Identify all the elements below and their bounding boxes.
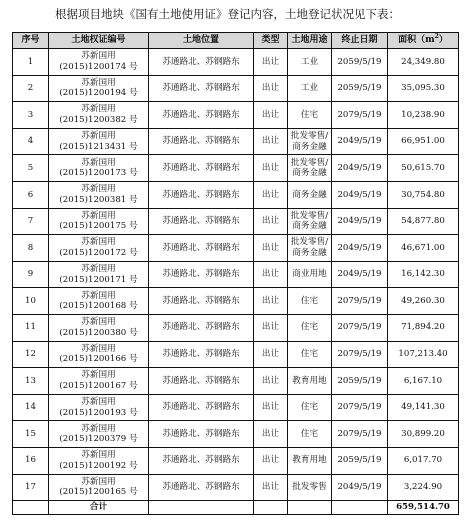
cell-cert [49, 155, 149, 182]
cell-cert [49, 288, 149, 315]
intro-paragraph: 根据项目地块《国有土地使用证》登记内容，土地登记状况见下表： [55, 7, 400, 21]
cell-cert [49, 314, 149, 341]
header-area-close: ） [438, 35, 448, 46]
cell-end-date: 2059/5/19 [332, 49, 388, 76]
cell-area: 30,899.20 [388, 421, 459, 448]
cell-type: 出让 [254, 235, 288, 262]
cell-use: 住宅 [288, 341, 332, 368]
header-type: 类型 [254, 33, 288, 49]
total-empty-cell [149, 501, 254, 515]
cell-location: 苏通路北、苏钢路东 [149, 102, 254, 129]
cell-area: 66,951.00 [388, 128, 459, 155]
cert-prefix: 苏新国用 [81, 237, 116, 248]
cell-location: 苏通路北、苏钢路东 [149, 208, 254, 235]
cell-location: 苏通路北、苏钢路东 [149, 447, 254, 474]
table-header-row [13, 33, 459, 49]
cell-location: 苏通路北、苏钢路东 [149, 155, 254, 182]
cell-type: 出让 [254, 447, 288, 474]
cell-cert [49, 75, 149, 102]
cell-area: 49,260.30 [388, 288, 459, 315]
cell-cert [49, 394, 149, 421]
table-row [13, 314, 459, 341]
table-row [13, 447, 459, 474]
header-area [388, 33, 459, 49]
cell-location: 苏通路北、苏钢路东 [149, 75, 254, 102]
header-seq: 序号 [13, 33, 49, 49]
table-row [13, 261, 459, 288]
cell-type: 出让 [254, 155, 288, 182]
cell-location: 苏通路北、苏钢路东 [149, 261, 254, 288]
cell-use: 批发零售 [288, 474, 332, 501]
table-row [13, 341, 459, 368]
cell-cert [49, 128, 149, 155]
cert-number: (2015)1200166 号 [59, 354, 138, 365]
total-row [13, 501, 459, 515]
cell-cert [49, 235, 149, 262]
cell-type: 出让 [254, 341, 288, 368]
cell-location: 苏通路北、苏钢路东 [149, 314, 254, 341]
cert-prefix: 苏新国用 [81, 343, 116, 354]
cert-prefix: 苏新国用 [81, 317, 116, 328]
cell-end-date: 2059/5/19 [332, 447, 388, 474]
cell-end-date: 2079/5/19 [332, 421, 388, 448]
cell-end-date: 2059/5/19 [332, 75, 388, 102]
total-label: 合计 [49, 501, 149, 515]
cell-area: 3,224.90 [388, 474, 459, 501]
cell-location: 苏通路北、苏钢路东 [149, 235, 254, 262]
cell-end-date: 2049/5/19 [332, 474, 388, 501]
cell-seq: 1 [13, 49, 49, 76]
cell-area: 107,213.40 [388, 341, 459, 368]
cell-use: 批发零售/商务金融 [288, 155, 332, 182]
total-empty-cell [288, 501, 332, 515]
cell-seq: 9 [13, 261, 49, 288]
cert-number: (2015)1200193 号 [59, 407, 138, 418]
cert-prefix: 苏新国用 [81, 423, 116, 434]
cell-end-date: 2049/5/19 [332, 128, 388, 155]
cell-area: 54,877.80 [388, 208, 459, 235]
table-row [13, 49, 459, 76]
cell-use: 教育用地 [288, 447, 332, 474]
cell-use: 工业 [288, 49, 332, 76]
cell-cert [49, 102, 149, 129]
cert-number: (2015)1200172 号 [59, 247, 138, 258]
cert-number: (2015)1200168 号 [59, 301, 138, 312]
cell-location: 苏通路北、苏钢路东 [149, 288, 254, 315]
cell-use: 批发零售/商务金融 [288, 128, 332, 155]
cell-type: 出让 [254, 261, 288, 288]
cell-location: 苏通路北、苏钢路东 [149, 368, 254, 395]
cell-seq: 12 [13, 341, 49, 368]
cell-type: 出让 [254, 181, 288, 208]
cert-prefix: 苏新国用 [81, 370, 116, 381]
cell-type: 出让 [254, 75, 288, 102]
cert-prefix: 苏新国用 [81, 476, 116, 487]
cell-area: 35,095.30 [388, 75, 459, 102]
cell-type: 出让 [254, 288, 288, 315]
total-empty-cell [13, 501, 49, 515]
cell-end-date: 2049/5/19 [332, 208, 388, 235]
cell-area: 30,754.80 [388, 181, 459, 208]
cell-cert [49, 49, 149, 76]
cell-seq: 7 [13, 208, 49, 235]
cert-number: (2015)1200382 号 [59, 114, 138, 125]
cell-end-date: 2049/5/19 [332, 155, 388, 182]
cell-seq: 16 [13, 447, 49, 474]
cell-area: 71,894.20 [388, 314, 459, 341]
cell-area: 49,141.30 [388, 394, 459, 421]
header-area-sup: 2 [434, 33, 439, 41]
cert-prefix: 苏新国用 [81, 51, 116, 62]
cert-prefix: 苏新国用 [81, 184, 116, 195]
cell-type: 出让 [254, 208, 288, 235]
cell-use: 商务金融 [288, 181, 332, 208]
table-row [13, 368, 459, 395]
header-location: 土地位置 [149, 33, 254, 49]
cell-seq: 14 [13, 394, 49, 421]
cell-location: 苏通路北、苏钢路东 [149, 181, 254, 208]
cell-area: 6,167.10 [388, 368, 459, 395]
cert-prefix: 苏新国用 [81, 77, 116, 88]
header-area-label: 面积（m [398, 35, 435, 46]
cell-type: 出让 [254, 368, 288, 395]
table-row [13, 128, 459, 155]
cell-cert [49, 181, 149, 208]
table-row [13, 421, 459, 448]
cell-cert [49, 261, 149, 288]
cell-area: 16,142.30 [388, 261, 459, 288]
cell-type: 出让 [254, 314, 288, 341]
header-use: 土地用途 [288, 33, 332, 49]
cell-type: 出让 [254, 421, 288, 448]
cell-end-date: 2049/5/19 [332, 235, 388, 262]
cell-end-date: 2059/5/19 [332, 368, 388, 395]
cell-seq: 6 [13, 181, 49, 208]
cert-prefix: 苏新国用 [81, 210, 116, 221]
cell-use: 住宅 [288, 102, 332, 129]
cell-seq: 11 [13, 314, 49, 341]
cell-type: 出让 [254, 102, 288, 129]
cell-cert [49, 421, 149, 448]
cell-use: 住宅 [288, 394, 332, 421]
cert-number: (2015)1213431 号 [59, 141, 138, 152]
cell-use: 工业 [288, 75, 332, 102]
cert-number: (2015)1200174 号 [59, 61, 138, 72]
header-end-date: 终止日期 [332, 33, 388, 49]
cell-use: 批发零售/商务金融 [288, 235, 332, 262]
cell-end-date: 2079/5/19 [332, 288, 388, 315]
cell-end-date: 2079/5/19 [332, 394, 388, 421]
cell-seq: 2 [13, 75, 49, 102]
cell-end-date: 2049/5/19 [332, 261, 388, 288]
table-row [13, 155, 459, 182]
cell-location: 苏通路北、苏钢路东 [149, 341, 254, 368]
table-row [13, 208, 459, 235]
cert-prefix: 苏新国用 [81, 264, 116, 275]
cell-seq: 8 [13, 235, 49, 262]
cell-end-date: 2049/5/19 [332, 181, 388, 208]
table-row [13, 75, 459, 102]
cert-number: (2015)1200175 号 [59, 221, 138, 232]
cell-area: 46,671.00 [388, 235, 459, 262]
cell-use: 住宅 [288, 314, 332, 341]
table-row [13, 394, 459, 421]
cell-cert [49, 368, 149, 395]
cell-end-date: 2079/5/19 [332, 102, 388, 129]
cell-area: 50,615.70 [388, 155, 459, 182]
table-row [13, 181, 459, 208]
cell-location: 苏通路北、苏钢路东 [149, 49, 254, 76]
table-row [13, 235, 459, 262]
cert-prefix: 苏新国用 [81, 131, 116, 142]
cell-type: 出让 [254, 394, 288, 421]
cell-cert [49, 341, 149, 368]
cell-location: 苏通路北、苏钢路东 [149, 474, 254, 501]
cert-number: (2015)1200379 号 [59, 434, 138, 445]
cell-seq: 17 [13, 474, 49, 501]
cell-type: 出让 [254, 128, 288, 155]
cell-type: 出让 [254, 49, 288, 76]
table-row [13, 474, 459, 501]
cell-end-date: 2079/5/19 [332, 314, 388, 341]
cell-end-date: 2079/5/19 [332, 341, 388, 368]
cert-prefix: 苏新国用 [81, 104, 116, 115]
cert-number: (2015)1200173 号 [59, 168, 138, 179]
cell-area: 6,017.70 [388, 447, 459, 474]
cell-cert [49, 447, 149, 474]
cell-area: 10,238.90 [388, 102, 459, 129]
cert-number: (2015)1200171 号 [59, 274, 138, 285]
cell-location: 苏通路北、苏钢路东 [149, 128, 254, 155]
cell-location: 苏通路北、苏钢路东 [149, 421, 254, 448]
land-registration-table [12, 32, 459, 515]
cert-number: (2015)1200165 号 [59, 487, 138, 498]
cert-prefix: 苏新国用 [81, 290, 116, 301]
cert-number: (2015)1200194 号 [59, 88, 138, 99]
cell-cert [49, 208, 149, 235]
cell-seq: 10 [13, 288, 49, 315]
cert-prefix: 苏新国用 [81, 397, 116, 408]
cell-use: 商业用地 [288, 261, 332, 288]
cell-seq: 3 [13, 102, 49, 129]
table-row [13, 102, 459, 129]
cell-use: 教育用地 [288, 368, 332, 395]
cell-seq: 13 [13, 368, 49, 395]
cell-cert [49, 474, 149, 501]
cert-number: (2015)1200381 号 [59, 194, 138, 205]
cert-number: (2015)1200192 号 [59, 460, 138, 471]
total-empty-cell [332, 501, 388, 515]
total-empty-cell [254, 501, 288, 515]
cert-number: (2015)1200380 号 [59, 327, 138, 338]
table-row [13, 288, 459, 315]
cell-location: 苏通路北、苏钢路东 [149, 394, 254, 421]
cell-type: 出让 [254, 474, 288, 501]
cell-use: 批发零售/商务金融 [288, 208, 332, 235]
cert-prefix: 苏新国用 [81, 157, 116, 168]
cert-prefix: 苏新国用 [81, 450, 116, 461]
total-area: 659,514.70 [388, 501, 459, 515]
header-cert: 土地权证编号 [49, 33, 149, 49]
cell-area: 24,349.80 [388, 49, 459, 76]
cell-use: 住宅 [288, 421, 332, 448]
cell-seq: 4 [13, 128, 49, 155]
cell-seq: 15 [13, 421, 49, 448]
cell-use: 住宅 [288, 288, 332, 315]
cell-seq: 5 [13, 155, 49, 182]
cert-number: (2015)1200167 号 [59, 380, 138, 391]
